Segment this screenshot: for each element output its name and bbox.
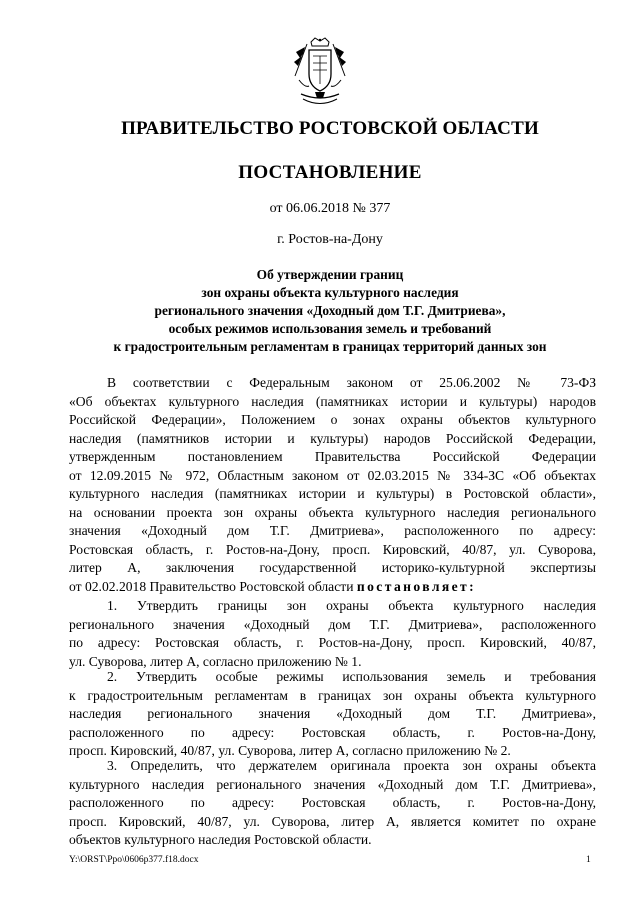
text-line: «Об объектах культурного наследия (памятниках истории и культуры) народов (69, 393, 596, 409)
text-line: к градостроительным регламентам в границах зон охраны объекта культурного (69, 687, 596, 703)
text-line: расположенного по адресу: Ростовская область, г. Ростов-на-Дону, (69, 795, 596, 810)
subject-line: зон охраны объекта культурного наследия (201, 285, 459, 300)
text-line: по адресу: Ростовская область, г. Ростов-на-Дону, просп. Кировский, 40/87, (69, 635, 596, 650)
text-line: на основании проекта зон охраны объекта культурного наследия регионального (69, 504, 596, 520)
item-2-paragraph (69, 668, 596, 761)
preamble-paragraph (69, 374, 596, 596)
document-type: ПОСТАНОВЛЕНИЕ (238, 162, 422, 183)
text-line: расположенного по адресу: Ростовская область, г. Ростов-на-Дону, (69, 724, 596, 740)
text-line: 1. Утвердить границы зон охраны объекта культурного наследия (107, 598, 596, 613)
text-line: регионального значения «Доходный дом Т.Г. Дмитриева», расположенного (69, 616, 596, 632)
subject-line: регионального значения «Доходный дом Т.Г. Дмитриева», (154, 303, 506, 318)
document-city: г. Ростов-на-Дону (277, 232, 383, 247)
text-line: ул. Суворова, литер А, согласно приложению № 1. (69, 653, 362, 669)
text-line: культурного наследия (памятниках истории и культуры) в Ростовской области», (69, 486, 596, 501)
text-line: наследия регионального значения «Доходный дом Т.Г. Дмитриева», (69, 706, 596, 721)
preamble-final-text: от 02.02.2018 Правительство Ростовской области (69, 578, 354, 594)
subject-line: Об утверждении границ (256, 267, 404, 282)
item-3-paragraph (69, 757, 596, 850)
text-line (69, 578, 596, 597)
text-line: литер А, заключения государственной историко-культурной экспертизы (69, 560, 596, 575)
text-line: значения «Доходный дом Т.Г. Дмитриева», расположенного по адресу: (69, 523, 596, 538)
item-1-paragraph (69, 597, 596, 671)
resolves-word: постановляет: (356, 578, 477, 594)
text-line: 3. Определить, что держателем оригинала проекта зон охраны объекта (107, 758, 596, 773)
text-line: просп. Кировский, 40/87, ул. Суворова, литер А, согласно приложению № 2. (69, 743, 511, 758)
text-line: В соответствии с Федеральным законом от 25.06.2002 № 73-ФЗ (107, 375, 596, 390)
text-line: объектов культурного наследия Ростовской области. (69, 832, 372, 847)
text-line: Российской Федерации», Положением о зонах охраны объектов культурного (69, 412, 596, 427)
footer-file-path: Y:\ORST\Ppo\0606p377.f18.docx (69, 855, 199, 865)
footer-page-number: 1 (586, 855, 591, 865)
document-date-number: от 06.06.2018 № 377 (269, 201, 391, 216)
text-line: просп. Кировский, 40/87, ул. Суворова, литер А, является комитет по охране (69, 813, 596, 829)
text-line: наследия (памятников истории и культуры) народов Российской Федерации, (69, 430, 596, 446)
subject-line: особых режимов использования земель и требований (168, 321, 492, 336)
text-line: от 12.09.2015 № 972, Областным законом от 02.03.2015 № 334-ЗС «Об объектах (69, 467, 596, 483)
text-line: Ростовская область, г. Ростов-на-Дону, просп. Кировский, 40/87, ул. Суворова, (69, 541, 596, 557)
text-line: утвержденным постановлением Правительства Российской Федерации (69, 449, 596, 464)
government-title: ПРАВИТЕЛЬСТВО РОСТОВСКОЙ ОБЛАСТИ (121, 118, 539, 139)
document-subject (60, 266, 600, 356)
subject-line: к градостроительным регламентам в границах территорий данных зон (113, 339, 547, 354)
text-line: 2. Утвердить особые режимы использования земель и требования (107, 669, 596, 684)
text-line: культурного наследия регионального значения «Доходный дом Т.Г. Дмитриева», (69, 776, 596, 792)
coat-of-arms-icon (291, 36, 349, 110)
